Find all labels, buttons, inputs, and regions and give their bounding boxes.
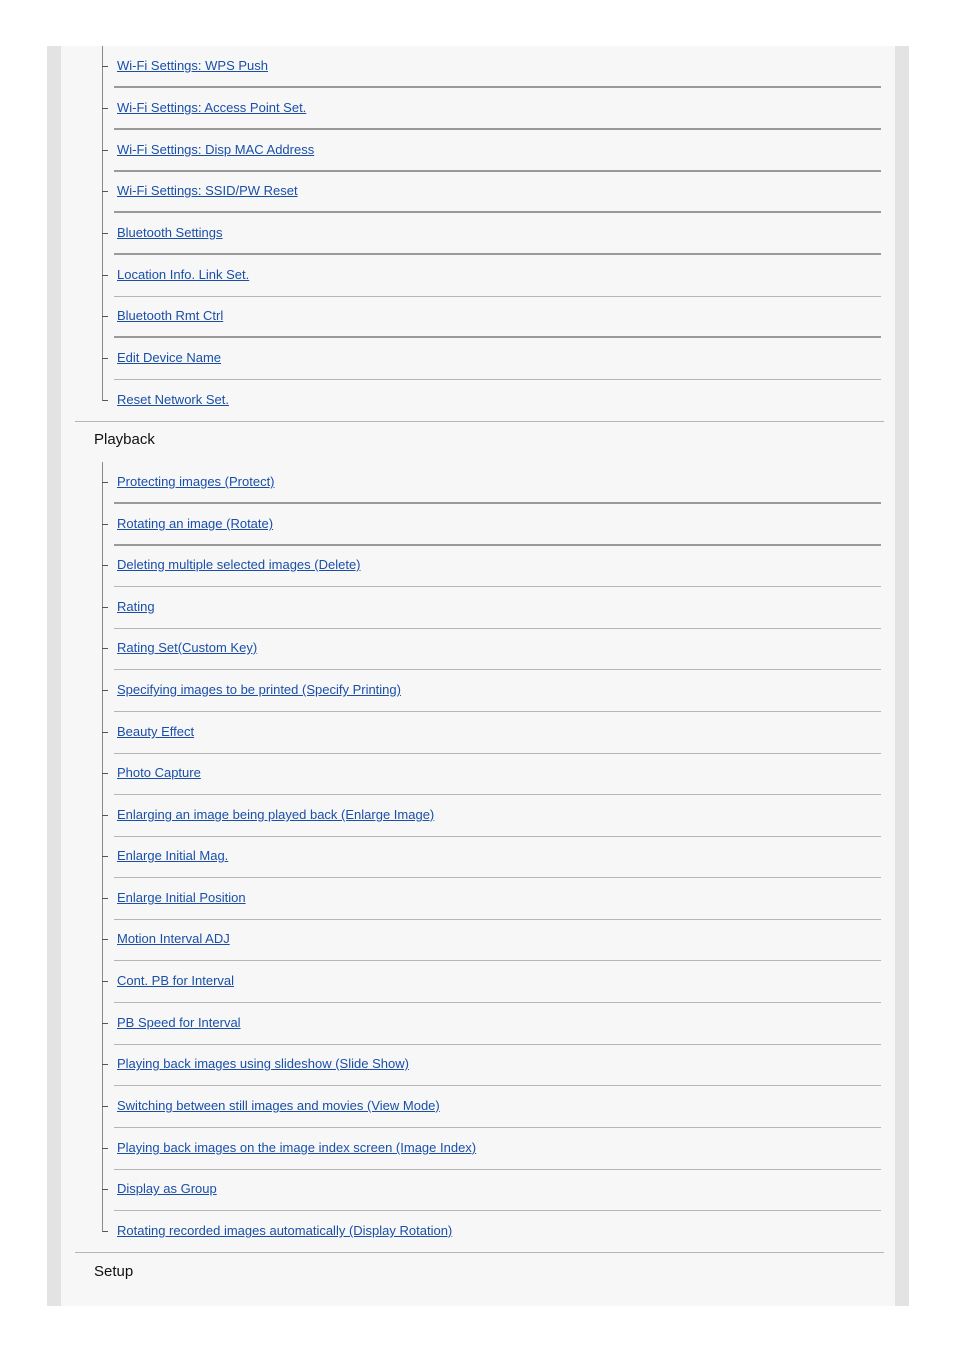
section-divider [75,1252,884,1253]
tree-branch [102,856,108,857]
link-view-mode[interactable]: Switching between still images and movies (View Mode) [117,1098,440,1113]
tree-branch [102,1189,108,1190]
section-heading-playback: Playback [94,431,155,448]
tree-branch [102,939,108,940]
link-rating[interactable]: Rating [117,599,155,614]
list-item [102,545,881,587]
tree-branch [102,815,108,816]
link-rating-set-custom-key[interactable]: Rating Set(Custom Key) [117,640,258,655]
link-beauty-effect[interactable]: Beauty Effect [117,724,195,739]
list-item [102,504,881,546]
tree-branch [102,732,108,733]
list-item [102,753,881,795]
link-delete[interactable]: Deleting multiple selected images (Delete) [117,557,361,572]
link-slide-show[interactable]: Playing back images using slideshow (Slide Show) [117,1056,409,1071]
tree-branch [102,607,108,608]
list-item [102,1169,881,1211]
list-item [102,171,881,213]
link-enlarge-initial-position[interactable]: Enlarge Initial Position [117,890,246,905]
tree-branch [102,66,108,67]
list-item [102,88,881,130]
list-item [102,628,881,670]
list-item [102,1044,881,1086]
list-item [102,919,881,961]
link-display-rotation[interactable]: Rotating recorded images automatically (Display Rotation) [117,1223,453,1238]
list-item [102,961,881,1003]
list-item [102,1003,881,1045]
tree-branch [102,316,108,317]
list-item [102,130,881,172]
list-item [102,462,881,504]
list-item [102,1128,881,1170]
list-item [102,878,881,920]
tree-branch [102,648,108,649]
list-item [102,338,881,380]
link-display-as-group[interactable]: Display as Group [117,1181,217,1196]
tree-branch-end [102,380,108,401]
link-edit-device-name[interactable]: Edit Device Name [117,350,222,365]
section-divider [75,421,884,422]
tree-branch [102,981,108,982]
tree-branch [102,1023,108,1024]
link-specify-printing[interactable]: Specifying images to be printed (Specify Printing) [117,682,401,697]
tree-branch [102,358,108,359]
tree-branch [102,233,108,234]
tree-branch [102,108,108,109]
list-item [102,712,881,754]
tree-branch [102,1064,108,1065]
link-enlarge-image[interactable]: Enlarging an image being played back (Enlarge Image) [117,807,435,822]
tree-branch [102,482,108,483]
tree-branch [102,1106,108,1107]
list-item [102,255,881,297]
link-pb-speed-for-interval[interactable]: PB Speed for Interval [117,1015,241,1030]
list-item [102,587,881,629]
link-photo-capture[interactable]: Photo Capture [117,765,201,780]
link-image-index[interactable]: Playing back images on the image index screen (Image Index) [117,1140,477,1155]
tree-branch [102,690,108,691]
list-item [102,46,881,88]
tree-branch-end [102,1211,108,1232]
tree-branch [102,898,108,899]
link-cont-pb-for-interval[interactable]: Cont. PB for Interval [117,973,235,988]
tree-branch [102,1148,108,1149]
list-item [102,1211,881,1253]
tree-branch [102,191,108,192]
link-enlarge-initial-mag[interactable]: Enlarge Initial Mag. [117,848,229,863]
link-wifi-wps-push[interactable]: Wi-Fi Settings: WPS Push [117,58,268,73]
link-motion-interval-adj[interactable]: Motion Interval ADJ [117,931,230,946]
tree-branch [102,150,108,151]
tree-branch [102,565,108,566]
list-item [102,296,881,338]
list-item [102,670,881,712]
list-item [102,795,881,837]
tree-branch [102,773,108,774]
list-item [102,1086,881,1128]
link-wifi-ssid-pw-reset[interactable]: Wi-Fi Settings: SSID/PW Reset [117,183,298,198]
list-item [102,380,881,422]
list-item [102,213,881,255]
link-reset-network-set[interactable]: Reset Network Set. [117,392,229,407]
link-protect[interactable]: Protecting images (Protect) [117,474,275,489]
link-bluetooth-rmt-ctrl[interactable]: Bluetooth Rmt Ctrl [117,308,224,323]
link-bluetooth-settings[interactable]: Bluetooth Settings [117,225,223,240]
tree-branch [102,524,108,525]
link-wifi-disp-mac-address[interactable]: Wi-Fi Settings: Disp MAC Address [117,142,315,157]
link-rotate[interactable]: Rotating an image (Rotate) [117,516,274,531]
tree-branch [102,275,108,276]
link-wifi-access-point-set[interactable]: Wi-Fi Settings: Access Point Set. [117,100,307,115]
link-location-info-link-set[interactable]: Location Info. Link Set. [117,267,250,282]
section-heading-setup: Setup [94,1263,134,1280]
list-item [102,836,881,878]
